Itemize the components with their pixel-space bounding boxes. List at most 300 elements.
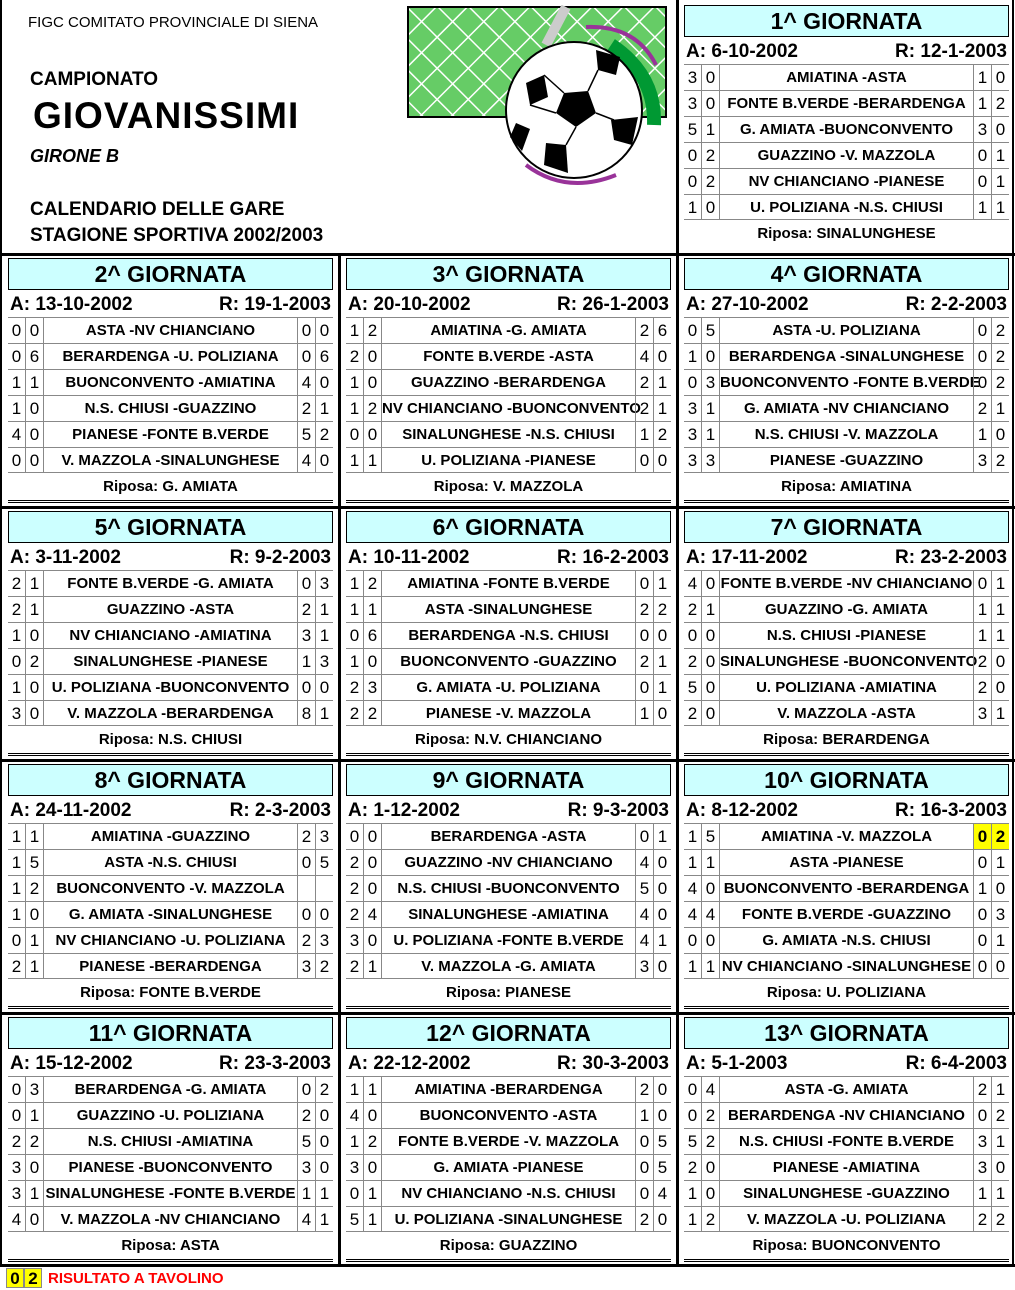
ritorno-home-score: 4 [297,370,315,395]
ritorno-home-score: 3 [297,954,315,979]
andata-away-score: 2 [702,169,720,194]
match-row [346,343,671,369]
ritorno-home-score: 0 [297,571,315,596]
matches-table [346,570,671,726]
match-row [346,421,671,447]
andata-home-score: 0 [8,928,26,953]
ritorno-home-score: 2 [973,1077,991,1102]
andata-away-score: 0 [702,1181,720,1206]
ritorno-away-score: 1 [991,571,1009,596]
andata-away-score: 1 [364,597,382,622]
andata-away-score: 1 [26,370,44,395]
andata-home-score: 0 [8,1077,26,1102]
matchday-panel [680,759,1013,1009]
andata-date: A: 20-10-2002 [348,294,471,315]
ritorno-home-score: 1 [973,91,991,116]
andata-away-score: 0 [702,649,720,674]
match-teams: G. AMIATA -NV CHIANCIANO [744,400,949,417]
andata-away-score: 0 [364,850,382,875]
matchday-panel [342,253,675,503]
match-row [684,700,1009,726]
match-row [346,596,671,622]
ritorno-away-score: 2 [991,91,1009,116]
ritorno-date: R: 9-2-2003 [229,547,331,568]
andata-home-score: 1 [346,571,364,596]
andata-home-score: 1 [8,623,26,648]
match-row [8,1076,333,1102]
ritorno-home-score: 2 [635,1207,653,1232]
andata-away-score: 1 [702,597,720,622]
ritorno-away-score: 0 [315,370,333,395]
match-teams: BUONCONVENTO -GUAZZINO [400,653,617,670]
andata-date: A: 5-1-2003 [686,1053,788,1074]
rest-team: Riposa: FONTE B.VERDE [80,984,261,1001]
ritorno-away-score: 0 [315,675,333,700]
andata-away-score: 0 [26,318,44,343]
ritorno-away-score: 0 [991,117,1009,142]
andata-away-score: 0 [702,675,720,700]
ritorno-home-score: 0 [297,344,315,369]
match-row [346,1154,671,1180]
match-teams: V. MAZZOLA -SINALUNGHESE [61,452,280,469]
match-teams: N.S. CHIUSI -FONTE B.VERDE [738,1133,955,1150]
ritorno-away-score: 1 [991,701,1009,726]
andata-home-score: 1 [684,344,702,369]
match-row [684,1206,1009,1232]
ritorno-away-score: 0 [653,954,671,979]
andata-home-score: 2 [346,344,364,369]
match-teams: V. MAZZOLA -NV CHIANCIANO [60,1211,281,1228]
andata-home-score: 2 [8,571,26,596]
andata-home-score: 2 [684,597,702,622]
panel-bottom-rule [346,753,671,756]
andata-date: A: 8-12-2002 [686,800,798,821]
ritorno-date: R: 19-1-2003 [219,294,331,315]
match-teams: FONTE B.VERDE -ASTA [423,348,594,365]
ritorno-away-score: 0 [315,902,333,927]
andata-home-score: 1 [684,850,702,875]
match-teams: GUAZZINO -NV CHIANCIANO [404,854,613,871]
matchday-panel [342,1012,675,1262]
match-teams: V. MAZZOLA -BERARDENGA [67,705,274,722]
match-row [684,823,1009,849]
ritorno-home-score: 5 [297,422,315,447]
andata-home-score: 3 [346,928,364,953]
andata-home-score: 0 [684,169,702,194]
match-row [8,596,333,622]
ritorno-away-score: 2 [315,954,333,979]
match-row [8,1180,333,1206]
andata-away-score: 1 [26,597,44,622]
match-row [346,674,671,700]
match-teams: N.S. CHIUSI -GUAZZINO [84,400,257,417]
match-row [346,1076,671,1102]
ritorno-date: R: 30-3-2003 [557,1053,669,1074]
ritorno-away-score: 0 [991,675,1009,700]
match-teams: N.S. CHIUSI -BUONCONVENTO [397,880,620,897]
match-row [684,395,1009,421]
match-teams: U. POLIZIANA -FONTE B.VERDE [393,932,624,949]
matchday-dates [346,1051,671,1075]
rest-team: Riposa: N.V. CHIANCIANO [415,731,602,748]
andata-home-score: 0 [684,318,702,343]
match-teams: BERARDENGA -U. POLIZIANA [62,348,279,365]
ritorno-away-score: 2 [991,344,1009,369]
matchday-title: 1^ GIORNATA [684,5,1009,37]
match-teams: BERARDENGA -NV CHIANCIANO [728,1107,965,1124]
ritorno-away-score: 3 [315,571,333,596]
andata-away-score: 2 [702,1103,720,1128]
ritorno-home-score: 0 [635,1129,653,1154]
matchday-title: 7^ GIORNATA [684,511,1009,543]
ritorno-home-score: 4 [635,344,653,369]
andata-home-score: 0 [684,370,702,395]
championship-label: CAMPIONATO [30,69,159,90]
ritorno-away-score: 3 [315,928,333,953]
panel-bottom-rule [8,500,333,503]
andata-home-score: 1 [684,954,702,979]
matchday-dates [684,39,1009,63]
match-teams: SINALUNGHESE -PIANESE [73,653,268,670]
ritorno-away-score: 0 [991,876,1009,901]
match-row [684,116,1009,142]
match-teams: GUAZZINO -U. POLIZIANA [76,1107,265,1124]
andata-home-score: 1 [346,1129,364,1154]
ritorno-away-score: 0 [315,318,333,343]
andata-away-score: 3 [702,370,720,395]
ritorno-away-score: 0 [653,1103,671,1128]
ritorno-home-score: 3 [973,701,991,726]
andata-away-score: 2 [702,1129,720,1154]
andata-away-score: 0 [364,876,382,901]
andata-home-score: 3 [8,1181,26,1206]
ritorno-home-score: 0 [973,143,991,168]
matches-table [346,1076,671,1232]
andata-home-score: 1 [8,396,26,421]
andata-away-score: 0 [702,876,720,901]
ritorno-home-score: 0 [635,824,653,849]
ritorno-home-score: 1 [297,649,315,674]
match-teams: U. POLIZIANA -SINALUNGHESE [394,1211,623,1228]
match-row [346,1102,671,1128]
match-teams: U. POLIZIANA -BUONCONVENTO [51,679,290,696]
legend-text: RISULTATO A TAVOLINO [48,1270,224,1287]
ritorno-date: R: 6-4-2003 [905,1053,1007,1074]
andata-away-score: 1 [26,1181,44,1206]
andata-home-score: 3 [8,1155,26,1180]
ritorno-away-score: 0 [653,344,671,369]
andata-home-score: 3 [684,448,702,473]
andata-home-score: 2 [346,954,364,979]
andata-home-score: 3 [684,396,702,421]
match-row [8,317,333,343]
matchday-title: 4^ GIORNATA [684,258,1009,290]
ritorno-away-score: 1 [991,143,1009,168]
match-row [684,343,1009,369]
matchday-dates [8,798,333,822]
match-row [8,953,333,979]
ritorno-date: R: 2-3-2003 [229,800,331,821]
ritorno-away-score: 0 [653,701,671,726]
match-teams: U. POLIZIANA -AMIATINA [756,679,937,696]
ritorno-away-score: 1 [991,623,1009,648]
andata-away-score: 0 [702,928,720,953]
andata-home-score: 1 [8,824,26,849]
ritorno-away-score: 2 [991,824,1009,849]
andata-away-score: 0 [364,422,382,447]
match-row [8,1154,333,1180]
matchday-panel [680,1012,1013,1262]
andata-home-score: 0 [684,1077,702,1102]
andata-date: A: 13-10-2002 [10,294,133,315]
match-row [8,901,333,927]
legend-score-home: 0 [6,1268,24,1288]
ritorno-home-score: 1 [635,1103,653,1128]
ritorno-away-score: 2 [653,422,671,447]
panel-bottom-rule [8,1259,333,1262]
match-row [8,421,333,447]
match-row [346,622,671,648]
andata-away-score: 0 [26,675,44,700]
andata-home-score: 0 [684,623,702,648]
matchday-title: 3^ GIORNATA [346,258,671,290]
ritorno-home-score: 3 [973,448,991,473]
ritorno-home-score: 2 [297,597,315,622]
match-teams: SINALUNGHESE -BUONCONVENTO [720,653,978,670]
andata-home-score: 2 [346,675,364,700]
andata-home-score: 1 [346,649,364,674]
andata-home-score: 4 [684,902,702,927]
ritorno-away-score: 1 [315,396,333,421]
andata-away-score: 1 [364,448,382,473]
andata-home-score: 1 [684,1181,702,1206]
match-row [8,927,333,953]
andata-home-score: 0 [346,623,364,648]
ritorno-home-score: 3 [297,1155,315,1180]
ritorno-home-score: 1 [635,701,653,726]
andata-home-score: 1 [8,370,26,395]
match-row [684,953,1009,979]
match-teams: PIANESE -AMIATINA [772,1159,921,1176]
ritorno-away-score: 2 [991,448,1009,473]
match-row [684,622,1009,648]
ritorno-home-score: 0 [297,1077,315,1102]
ritorno-home-score: 0 [973,824,991,849]
ritorno-away-score: 2 [991,318,1009,343]
match-row [684,1154,1009,1180]
match-teams: G. AMIATA -SINALUNGHESE [68,906,273,923]
match-row [8,1102,333,1128]
panel-bottom-rule [684,500,1009,503]
ritorno-away-score: 5 [653,1129,671,1154]
match-row [346,317,671,343]
andata-home-score: 1 [8,675,26,700]
match-row [8,395,333,421]
ritorno-home-score: 0 [973,954,991,979]
match-teams: U. POLIZIANA -PIANESE [421,452,596,469]
match-teams: AMIATINA -ASTA [786,69,907,86]
ritorno-away-score: 2 [991,370,1009,395]
match-row [684,421,1009,447]
andata-away-score: 2 [364,701,382,726]
match-teams: ASTA -NV CHIANCIANO [85,322,256,339]
ritorno-home-score: 0 [635,571,653,596]
matches-table [8,570,333,726]
ritorno-home-score: 1 [973,876,991,901]
season-label: STAGIONE SPORTIVA 2002/2003 [30,225,324,246]
match-teams: ASTA -G. AMIATA [784,1081,909,1098]
andata-home-score: 4 [346,1103,364,1128]
andata-date: A: 3-11-2002 [10,547,121,568]
calendar-label: CALENDARIO DELLE GARE [30,199,285,220]
andata-home-score: 1 [684,1207,702,1232]
match-row [8,875,333,901]
ritorno-home-score: 2 [297,396,315,421]
andata-home-score: 2 [346,876,364,901]
andata-home-score: 0 [684,143,702,168]
match-teams: BUONCONVENTO -V. MAZZOLA [56,880,285,897]
ritorno-away-score: 0 [653,623,671,648]
andata-home-score: 4 [684,571,702,596]
andata-away-score: 0 [702,344,720,369]
matchday-panel [342,759,675,1009]
ritorno-away-score: 1 [991,1077,1009,1102]
organization-name: FIGC COMITATO PROVINCIALE DI SIENA [28,14,319,31]
ritorno-date: R: 9-3-2003 [567,800,669,821]
matches-table [346,823,671,979]
match-teams: BERARDENGA -G. AMIATA [74,1081,267,1098]
match-teams: V. MAZZOLA -G. AMIATA [421,958,596,975]
match-row [684,901,1009,927]
ritorno-home-score: 2 [973,1207,991,1232]
andata-away-score: 1 [702,422,720,447]
andata-away-score: 4 [702,902,720,927]
match-row [684,1180,1009,1206]
andata-home-score: 0 [8,318,26,343]
ritorno-date: R: 23-3-2003 [219,1053,331,1074]
matchday-title: 2^ GIORNATA [8,258,333,290]
matchday-panel [680,0,1013,250]
ritorno-away-score: 1 [991,1129,1009,1154]
match-row [684,674,1009,700]
andata-away-score: 3 [364,675,382,700]
match-teams: PIANESE -GUAZZINO [769,452,924,469]
match-row [8,369,333,395]
match-teams: SINALUNGHESE -AMIATINA [408,906,609,923]
andata-away-score: 0 [364,1155,382,1180]
andata-home-score: 3 [8,701,26,726]
match-row [346,1128,671,1154]
matchday-title: 5^ GIORNATA [8,511,333,543]
matches-table [684,64,1009,220]
ritorno-away-score: 0 [653,876,671,901]
andata-home-score: 1 [346,448,364,473]
ritorno-away-score: 1 [653,571,671,596]
match-teams: N.S. CHIUSI -PIANESE [766,627,927,644]
match-row [346,1206,671,1232]
grid-divider [676,0,679,254]
ritorno-home-score: 8 [297,701,315,726]
andata-home-score: 1 [346,396,364,421]
ritorno-home-score: 2 [635,597,653,622]
ritorno-home-score: 1 [973,422,991,447]
matchday-title: 10^ GIORNATA [684,764,1009,796]
andata-home-score: 2 [8,1129,26,1154]
andata-away-score: 0 [702,1155,720,1180]
match-teams: BUONCONVENTO -FONTE B.VERDE [720,374,980,391]
andata-away-score: 5 [702,318,720,343]
andata-home-score: 1 [346,1077,364,1102]
ritorno-home-score: 0 [297,675,315,700]
andata-home-score: 0 [8,649,26,674]
ritorno-away-score: 2 [991,1207,1009,1232]
andata-away-score: 2 [26,649,44,674]
ritorno-home-score: 0 [973,902,991,927]
ritorno-home-score: 4 [635,928,653,953]
andata-home-score: 0 [8,344,26,369]
andata-home-score: 1 [8,902,26,927]
match-row [346,570,671,596]
andata-date: A: 17-11-2002 [686,547,808,568]
ritorno-home-score: 3 [973,117,991,142]
andata-away-score: 1 [26,571,44,596]
match-teams: NV CHIANCIANO -N.S. CHIUSI [401,1185,616,1202]
ritorno-home-score: 0 [297,318,315,343]
andata-away-score: 0 [702,65,720,90]
andata-home-score: 0 [346,824,364,849]
match-row [684,317,1009,343]
rest-team: Riposa: AMIATINA [781,478,912,495]
ritorno-away-score: 1 [653,396,671,421]
match-teams: FONTE B.VERDE -BERARDENGA [727,95,966,112]
matches-table [8,317,333,473]
andata-away-score: 6 [364,623,382,648]
ritorno-home-score: 2 [635,370,653,395]
andata-away-score: 1 [702,954,720,979]
match-teams: FONTE B.VERDE -V. MAZZOLA [397,1133,620,1150]
ritorno-away-score: 1 [315,597,333,622]
match-teams: PIANESE -FONTE B.VERDE [72,426,269,443]
group-label: GIRONE B [30,146,120,166]
andata-away-score: 0 [364,824,382,849]
match-teams: U. POLIZIANA -N.S. CHIUSI [750,199,943,216]
ritorno-home-score [297,876,315,901]
matchday-title: 13^ GIORNATA [684,1017,1009,1049]
match-row [684,369,1009,395]
match-row [684,142,1009,168]
matches-table [684,317,1009,473]
andata-away-score: 2 [26,1129,44,1154]
match-row [346,953,671,979]
match-teams: AMIATINA -GUAZZINO [90,828,251,845]
matchday-panel [4,759,337,1009]
match-teams: BERARDENGA -ASTA [430,828,587,845]
rest-team: Riposa: SINALUNGHESE [757,225,936,242]
match-teams: PIANESE -BERARDENGA [79,958,262,975]
matchday-dates [8,292,333,316]
andata-home-score: 2 [8,954,26,979]
match-row [8,823,333,849]
matchday-panel [342,506,675,756]
ritorno-away-score: 1 [315,1207,333,1232]
ritorno-away-score: 1 [991,850,1009,875]
match-row [8,570,333,596]
ritorno-away-score: 1 [991,169,1009,194]
ritorno-date: R: 26-1-2003 [557,294,669,315]
andata-away-score: 0 [702,91,720,116]
matchday-dates [346,292,671,316]
matches-table [684,823,1009,979]
